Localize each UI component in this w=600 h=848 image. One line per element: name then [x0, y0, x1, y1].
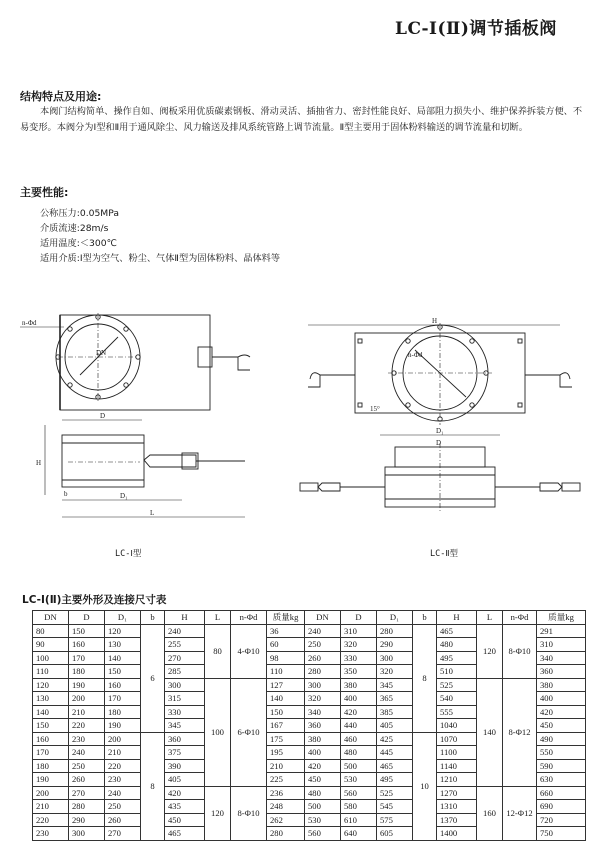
cell-dn-right: 250 — [305, 638, 341, 652]
cell-d1: 200 — [105, 732, 141, 746]
performance-temperature: 适用温度:＜300℃ — [40, 238, 117, 249]
type1-label-d1: D₁ — [120, 492, 128, 500]
cell-dn-right: 240 — [305, 624, 341, 638]
cell-h: 450 — [165, 813, 205, 827]
cell-h-right: 525 — [437, 678, 477, 692]
cell-dn: 90 — [33, 638, 69, 652]
cell-h-right: 495 — [437, 651, 477, 665]
cell-dn-right: 500 — [305, 800, 341, 814]
cell-d-right: 460 — [341, 732, 377, 746]
cell-d1: 260 — [105, 813, 141, 827]
cell-dn-right: 260 — [305, 651, 341, 665]
cell-d1-right: 405 — [377, 719, 413, 733]
cell-dn-right: 420 — [305, 759, 341, 773]
cell-d: 300 — [69, 827, 105, 841]
cell-h: 435 — [165, 800, 205, 814]
cell-d: 280 — [69, 800, 105, 814]
structure-heading: 结构特点及用途: — [20, 90, 102, 103]
cell-nd-right: 8-Φ10 — [503, 624, 537, 678]
type2-caption: LC-Ⅱ型 — [430, 549, 459, 559]
header-dn-right: DN — [305, 611, 341, 625]
cell-dn: 130 — [33, 692, 69, 706]
cell-nd: 8-Φ10 — [231, 786, 267, 840]
cell-d1: 210 — [105, 746, 141, 760]
dimension-table-body — [33, 611, 586, 841]
cell-d1: 130 — [105, 638, 141, 652]
performance-list — [40, 206, 280, 266]
cell-mass: 225 — [267, 773, 305, 787]
type2-label-angle: 15° — [370, 405, 380, 413]
type2-label-h: H — [432, 317, 438, 325]
cell-mass: 167 — [267, 719, 305, 733]
cell-dn-right: 280 — [305, 665, 341, 679]
cell-dn: 120 — [33, 678, 69, 692]
cell-nd-right: 8-Φ12 — [503, 678, 537, 786]
cell-mass-right: 630 — [537, 773, 586, 787]
table-row — [33, 786, 586, 800]
cell-d1: 170 — [105, 692, 141, 706]
cell-dn-right: 450 — [305, 773, 341, 787]
cell-d: 220 — [69, 719, 105, 733]
cell-d1-right: 425 — [377, 732, 413, 746]
cell-d: 250 — [69, 759, 105, 773]
cell-dn-right: 400 — [305, 746, 341, 760]
header-l: L — [205, 611, 231, 625]
cell-b-right: 8 — [413, 624, 437, 732]
cell-d1-right: 365 — [377, 692, 413, 706]
cell-h-right: 555 — [437, 705, 477, 719]
cell-b: 6 — [141, 624, 165, 732]
cell-mass: 236 — [267, 786, 305, 800]
cell-dn: 180 — [33, 759, 69, 773]
cell-d1: 160 — [105, 678, 141, 692]
type2-label-d1: D₁ — [436, 427, 444, 435]
cell-h: 300 — [165, 678, 205, 692]
cell-mass: 150 — [267, 705, 305, 719]
cell-d1-right: 575 — [377, 813, 413, 827]
cell-h-right: 1270 — [437, 786, 477, 800]
header-mass: 质量kg — [267, 611, 305, 625]
cell-h: 255 — [165, 638, 205, 652]
cell-h-right: 1100 — [437, 746, 477, 760]
cell-mass-right: 420 — [537, 705, 586, 719]
table-row — [33, 678, 586, 692]
cell-dn: 230 — [33, 827, 69, 841]
cell-d-right: 350 — [341, 665, 377, 679]
cell-d1-right: 495 — [377, 773, 413, 787]
cell-mass-right: 450 — [537, 719, 586, 733]
cell-d1-right: 445 — [377, 746, 413, 760]
cell-d: 230 — [69, 732, 105, 746]
cell-dn-right: 300 — [305, 678, 341, 692]
cell-mass: 36 — [267, 624, 305, 638]
cell-dn-right: 530 — [305, 813, 341, 827]
cell-d-right: 440 — [341, 719, 377, 733]
header-d1: D₁ — [105, 611, 141, 625]
cell-nd-right: 12-Φ12 — [503, 786, 537, 840]
cell-l-right: 160 — [477, 786, 503, 840]
header-h-right: H — [437, 611, 477, 625]
cell-d: 270 — [69, 786, 105, 800]
cell-d1: 150 — [105, 665, 141, 679]
header-b-right: b — [413, 611, 437, 625]
type1-label-b: b — [64, 490, 68, 498]
cell-mass-right: 490 — [537, 732, 586, 746]
cell-d1-right: 385 — [377, 705, 413, 719]
cell-d1: 140 — [105, 651, 141, 665]
dimension-table — [32, 610, 586, 841]
cell-mass-right: 750 — [537, 827, 586, 841]
cell-mass: 210 — [267, 759, 305, 773]
cell-l: 120 — [205, 786, 231, 840]
cell-d1-right: 280 — [377, 624, 413, 638]
cell-d1: 190 — [105, 719, 141, 733]
cell-d: 260 — [69, 773, 105, 787]
cell-d1: 230 — [105, 773, 141, 787]
cell-l-right: 120 — [477, 624, 503, 678]
cell-h-right: 510 — [437, 665, 477, 679]
cell-mass-right: 380 — [537, 678, 586, 692]
cell-mass-right: 550 — [537, 746, 586, 760]
cell-h-right: 465 — [437, 624, 477, 638]
cell-h: 285 — [165, 665, 205, 679]
cell-dn: 190 — [33, 773, 69, 787]
type2-label-nd: n-Φd — [408, 351, 423, 359]
table-header-row — [33, 611, 586, 625]
cell-dn: 210 — [33, 800, 69, 814]
header-d1-right: D₁ — [377, 611, 413, 625]
cell-mass-right: 291 — [537, 624, 586, 638]
cell-d1-right: 525 — [377, 786, 413, 800]
type1-label-l: L — [150, 509, 155, 517]
cell-nd: 6-Φ10 — [231, 678, 267, 786]
cell-mass: 140 — [267, 692, 305, 706]
cell-d: 180 — [69, 665, 105, 679]
header-d-right: D — [341, 611, 377, 625]
cell-d: 200 — [69, 692, 105, 706]
cell-mass: 262 — [267, 813, 305, 827]
cell-d-right: 310 — [341, 624, 377, 638]
cell-dn: 160 — [33, 732, 69, 746]
structure-text: 本阀门结构简单、操作自如、阀板采用优质碳素钢板、滑动灵活、插抽省力、密封性能良好、局部阻力损失小、维护保养拆装方便、不易变形。本阀分为Ⅰ型和Ⅱ用于通风除尘、风力输送及排风系统管路上调节流量。Ⅱ型主要用于固体粉料输送的调节流量和切断。 — [20, 106, 583, 133]
cell-d: 170 — [69, 651, 105, 665]
cell-d1-right: 320 — [377, 665, 413, 679]
cell-dn-right: 340 — [305, 705, 341, 719]
cell-d: 190 — [69, 678, 105, 692]
cell-h: 240 — [165, 624, 205, 638]
header-b: b — [141, 611, 165, 625]
cell-h: 420 — [165, 786, 205, 800]
cell-l: 80 — [205, 624, 231, 678]
cell-l: 100 — [205, 678, 231, 786]
cell-mass: 127 — [267, 678, 305, 692]
cell-d: 160 — [69, 638, 105, 652]
cell-d1-right: 605 — [377, 827, 413, 841]
cell-b-right: 10 — [413, 732, 437, 840]
cell-mass: 110 — [267, 665, 305, 679]
cell-h: 405 — [165, 773, 205, 787]
table-title: LC-Ⅰ(Ⅱ)主要外形及连接尺寸表 — [22, 594, 167, 606]
cell-d1: 220 — [105, 759, 141, 773]
cell-dn: 200 — [33, 786, 69, 800]
cell-h-right: 1140 — [437, 759, 477, 773]
cell-nd: 4-Φ10 — [231, 624, 267, 678]
type1-label-d: D — [100, 412, 106, 420]
cell-mass-right: 400 — [537, 692, 586, 706]
cell-dn: 140 — [33, 705, 69, 719]
cell-d1-right: 545 — [377, 800, 413, 814]
cell-d-right: 500 — [341, 759, 377, 773]
cell-h: 270 — [165, 651, 205, 665]
header-d: D — [69, 611, 105, 625]
cell-dn-right: 360 — [305, 719, 341, 733]
cell-h: 375 — [165, 746, 205, 760]
type2-label-d: D — [436, 439, 442, 447]
type1-label-dn: DN — [96, 349, 107, 357]
cell-d1-right: 300 — [377, 651, 413, 665]
valve-drawing-svg — [0, 295, 600, 575]
cell-dn: 100 — [33, 651, 69, 665]
cell-d: 240 — [69, 746, 105, 760]
cell-d-right: 610 — [341, 813, 377, 827]
cell-d1: 180 — [105, 705, 141, 719]
cell-d-right: 480 — [341, 746, 377, 760]
cell-l-right: 140 — [477, 678, 503, 786]
cell-d1-right: 290 — [377, 638, 413, 652]
table-row — [33, 624, 586, 638]
cell-mass: 280 — [267, 827, 305, 841]
cell-d: 150 — [69, 624, 105, 638]
header-mass-right: 质量kg — [537, 611, 586, 625]
cell-mass-right: 310 — [537, 638, 586, 652]
cell-h: 390 — [165, 759, 205, 773]
cell-mass-right: 690 — [537, 800, 586, 814]
cell-d: 290 — [69, 813, 105, 827]
cell-h-right: 1370 — [437, 813, 477, 827]
cell-mass: 175 — [267, 732, 305, 746]
cell-dn: 170 — [33, 746, 69, 760]
cell-h-right: 480 — [437, 638, 477, 652]
cell-h-right: 1400 — [437, 827, 477, 841]
cell-mass-right: 360 — [537, 665, 586, 679]
cell-h-right: 1210 — [437, 773, 477, 787]
cell-mass: 195 — [267, 746, 305, 760]
cell-mass: 98 — [267, 651, 305, 665]
cell-d-right: 560 — [341, 786, 377, 800]
cell-h-right: 1310 — [437, 800, 477, 814]
cell-dn: 80 — [33, 624, 69, 638]
cell-d-right: 420 — [341, 705, 377, 719]
document-title: LC-Ⅰ(Ⅱ)调节插板阀 — [395, 19, 557, 39]
cell-d1: 120 — [105, 624, 141, 638]
cell-dn: 150 — [33, 719, 69, 733]
header-nd-right: n-Φd — [503, 611, 537, 625]
cell-h-right: 1070 — [437, 732, 477, 746]
cell-h-right: 1040 — [437, 719, 477, 733]
cell-dn-right: 560 — [305, 827, 341, 841]
header-l-right: L — [477, 611, 503, 625]
cell-d1: 240 — [105, 786, 141, 800]
cell-dn: 220 — [33, 813, 69, 827]
header-h: H — [165, 611, 205, 625]
cell-dn-right: 380 — [305, 732, 341, 746]
performance-pressure: 公称压力:0.05MPa — [40, 208, 119, 219]
cell-d1-right: 465 — [377, 759, 413, 773]
cell-dn: 110 — [33, 665, 69, 679]
cell-h-right: 540 — [437, 692, 477, 706]
cell-mass-right: 660 — [537, 786, 586, 800]
type1-label-nd: n-Φd — [22, 319, 37, 327]
cell-mass-right: 720 — [537, 813, 586, 827]
cell-d-right: 330 — [341, 651, 377, 665]
cell-h: 330 — [165, 705, 205, 719]
cell-mass-right: 340 — [537, 651, 586, 665]
performance-velocity: 介质流速:28m/s — [40, 223, 109, 234]
cell-d-right: 400 — [341, 692, 377, 706]
cell-dn-right: 320 — [305, 692, 341, 706]
header-nd: n-Φd — [231, 611, 267, 625]
cell-h: 315 — [165, 692, 205, 706]
type1-label-h: H — [36, 459, 42, 467]
header-dn: DN — [33, 611, 69, 625]
cell-mass: 60 — [267, 638, 305, 652]
cell-h: 345 — [165, 719, 205, 733]
cell-d1: 270 — [105, 827, 141, 841]
cell-d1: 250 — [105, 800, 141, 814]
performance-heading: 主要性能: — [20, 186, 69, 199]
technical-drawings — [0, 295, 600, 575]
cell-h: 360 — [165, 732, 205, 746]
cell-h: 465 — [165, 827, 205, 841]
type1-caption: LC-Ⅰ型 — [115, 549, 142, 559]
cell-d-right: 640 — [341, 827, 377, 841]
cell-d-right: 380 — [341, 678, 377, 692]
cell-d-right: 580 — [341, 800, 377, 814]
cell-d-right: 320 — [341, 638, 377, 652]
cell-dn-right: 480 — [305, 786, 341, 800]
cell-d-right: 530 — [341, 773, 377, 787]
cell-d: 210 — [69, 705, 105, 719]
cell-mass-right: 590 — [537, 759, 586, 773]
cell-mass: 248 — [267, 800, 305, 814]
cell-d1-right: 345 — [377, 678, 413, 692]
performance-medium: 适用介质:Ⅰ型为空气、粉尘、气体Ⅱ型为固体粉料、晶体料等 — [40, 253, 281, 264]
cell-b: 8 — [141, 732, 165, 840]
